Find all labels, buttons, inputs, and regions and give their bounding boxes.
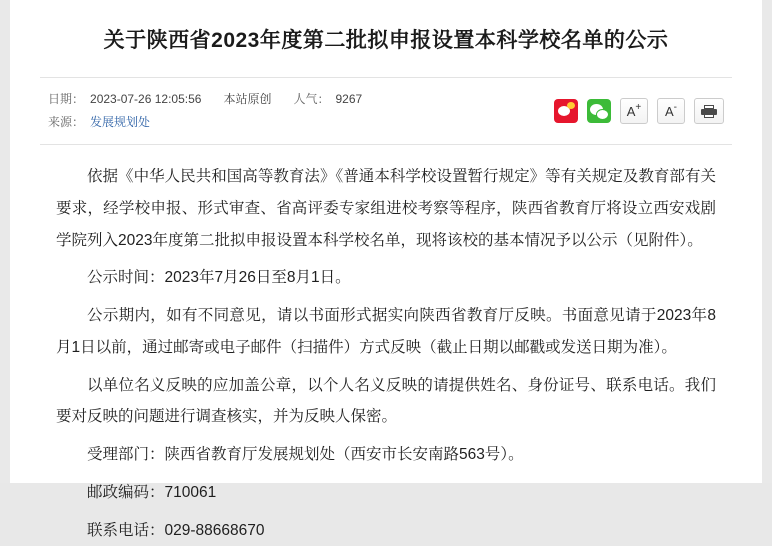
paragraph-7: 联系电话：029-88668670	[87, 521, 265, 539]
title-section	[10, 0, 762, 77]
paragraph-4: 以单位名义反映的应加盖公章，以个人名义反映的请提供姓名、身份证号、联系电话。我们要对反映的问题进行调查核实，并为反映人保密。	[56, 376, 716, 426]
wechat-share-icon[interactable]	[587, 99, 611, 123]
from-label: 来源：	[48, 115, 85, 130]
font-increase-button[interactable]	[620, 98, 648, 124]
font-decrease-label: A	[664, 103, 674, 119]
font-decrease-button[interactable]	[657, 98, 685, 124]
font-increase-label: A	[626, 103, 636, 119]
article-toolbar	[554, 98, 724, 124]
font-increase-sup: +	[635, 101, 642, 113]
page-right-margin	[762, 0, 772, 483]
date-value: 2023-07-26 12:05:56	[90, 92, 202, 107]
paragraph-1: 依据《中华人民共和国高等教育法》《普通本科学校设置暂行规定》等有关规定及教育部有关要求，经学校申报、形式审查、省高评委专家组进校考察等程序，陕西省教育厅将设立西安戏剧学院列入2023年度第二批拟申报设置本科学校名单，现将该校的基本情况予以公示（见附件）。	[56, 167, 716, 249]
date-label: 日期：	[48, 92, 85, 107]
page-title: 关于陕西省2023年度第二批拟申报设置本科学校名单的公示	[103, 29, 669, 52]
paragraph-3: 公示期内，如有不同意见，请以书面形式据实向陕西省教育厅反映。书面意见请于2023年8月1日以前，通过邮寄或电子邮件（扫描件）方式反映（截止日期以邮戳或发送日期为准）。	[56, 307, 716, 356]
views-label: 人气：	[293, 92, 330, 107]
views-value: 9267	[335, 92, 363, 107]
meta-row-secondary	[48, 111, 384, 134]
font-decrease-sup: -	[673, 101, 677, 113]
article-content	[10, 0, 762, 539]
source-type: 本站原创	[223, 92, 272, 107]
article-meta-bar	[40, 77, 732, 145]
paragraph-6: 邮政编码：710061	[87, 483, 217, 501]
from-value-link[interactable]: 发展规划处	[90, 115, 151, 130]
printer-icon	[701, 105, 717, 118]
weibo-share-icon[interactable]	[554, 99, 578, 123]
print-button[interactable]	[694, 98, 724, 124]
meta-info	[48, 88, 384, 134]
paragraph-2: 公示时间：2023年7月26日至8月1日。	[87, 269, 351, 287]
page-left-margin	[0, 0, 10, 483]
meta-row-primary	[48, 88, 384, 111]
paragraph-5: 受理部门：陕西省教育厅发展规划处（西安市长安南路563号）。	[87, 446, 524, 464]
article-body	[10, 145, 762, 546]
